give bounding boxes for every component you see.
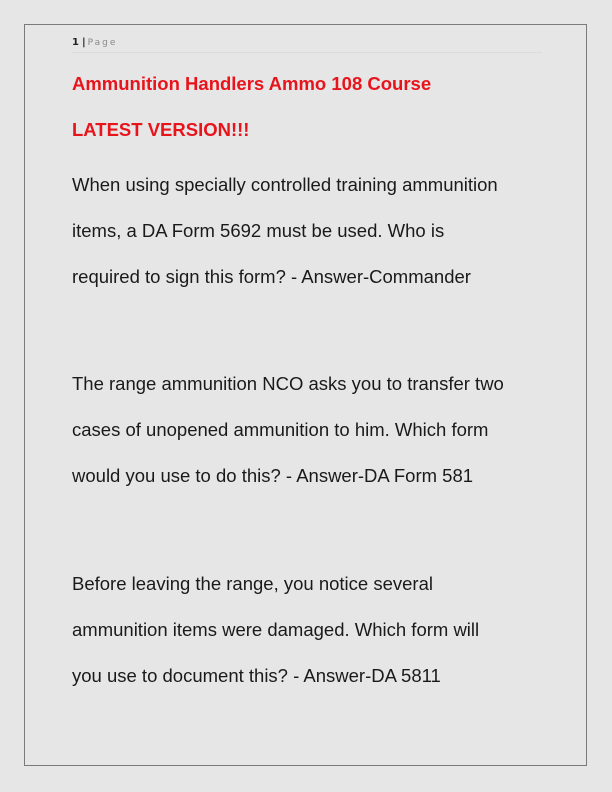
document-subtitle: LATEST VERSION!!!	[72, 119, 250, 140]
question-1-line-3: required to sign this form? - Answer-Commander	[72, 266, 471, 287]
header-separator: |	[81, 37, 86, 48]
question-2-line-1: The range ammunition NCO asks you to transfer two	[72, 373, 504, 394]
document-title: Ammunition Handlers Ammo 108 Course	[72, 73, 432, 94]
question-1-line-1: When using specially controlled training ammunition	[72, 174, 498, 195]
question-2	[72, 373, 552, 511]
question-3-line-2: ammunition items were damaged. Which form will	[72, 619, 480, 640]
question-2-line-2: cases of unopened ammunition to him. Which form	[72, 419, 489, 440]
question-3	[72, 573, 552, 711]
page-header	[72, 36, 542, 53]
question-2-line-3: would you use to do this? - Answer-DA Form 581	[72, 465, 474, 486]
question-1	[72, 174, 552, 312]
question-1-line-2: items, a DA Form 5692 must be used. Who is	[72, 220, 445, 241]
question-3-line-1: Before leaving the range, you notice several	[72, 573, 433, 594]
question-3-line-3: you use to document this? - Answer-DA 5811	[72, 665, 441, 686]
page-number: 1	[72, 37, 79, 48]
page-label: Page	[87, 38, 118, 48]
